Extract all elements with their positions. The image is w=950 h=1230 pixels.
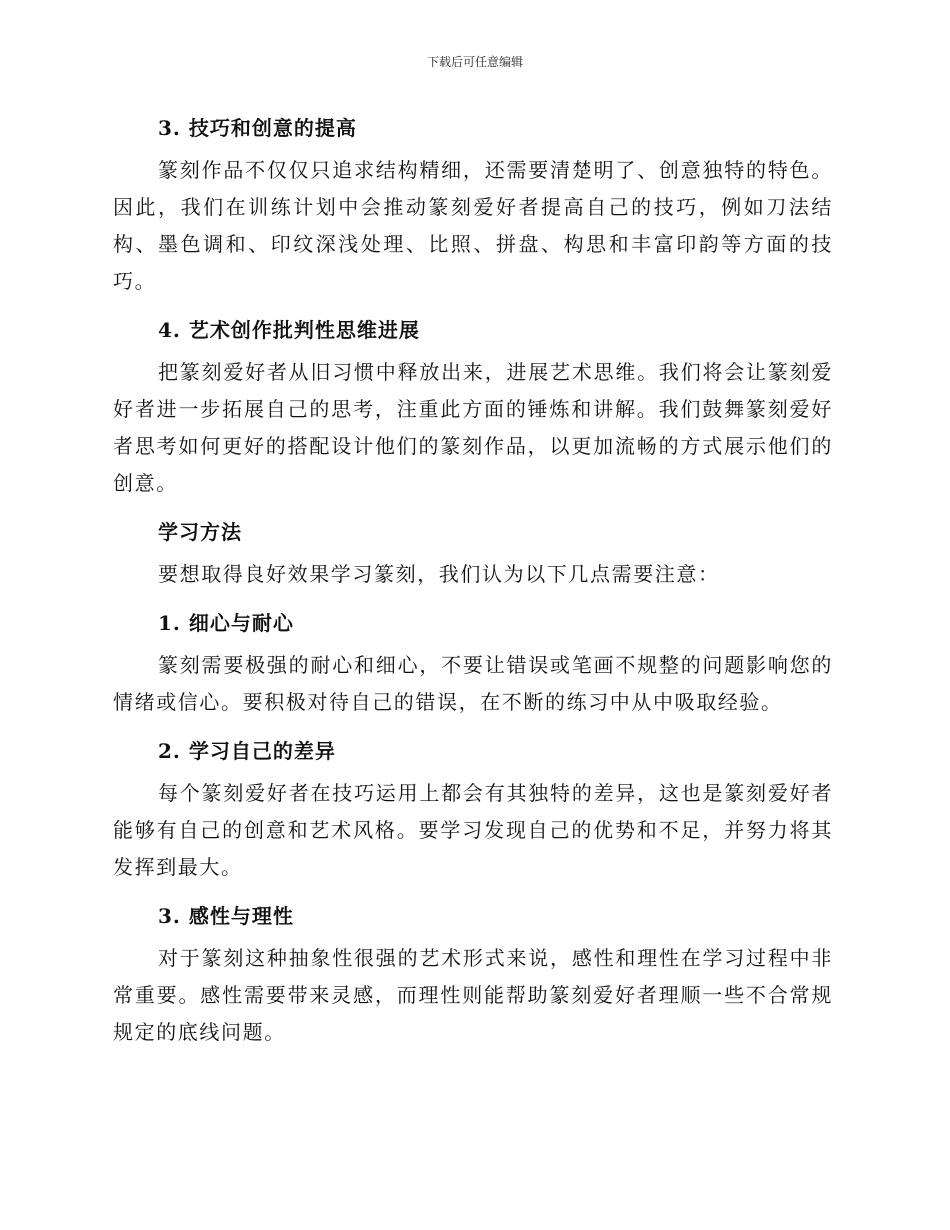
- section-heading-sensibility-rationality: 3. 感性与理性: [158, 904, 294, 928]
- section-heading-critical-thinking: 4. 艺术创作批判性思维进展: [158, 318, 420, 342]
- section-paragraph-sensibility-rationality: 对于篆刻这种抽象性很强的艺术形式来说，感性和理性在学习过程中非常重要。感性需要带来灵感，而理性则能帮助篆刻爱好者理顺一些不合常规规定的底线问题。: [113, 946, 833, 1044]
- section-heading-learning-methods: 学习方法: [158, 520, 242, 544]
- section-paragraph-skills-creativity: 篆刻作品不仅仅只追求结构精细，还需要清楚明了、创意独特的特色。因此，我们在训练计划中会推动篆刻爱好者提高自己的技巧，例如刀法结构、墨色调和、印纹深浅处理、比照、拼盘、构思和丰富印韵等方面的技巧。: [113, 158, 833, 293]
- section-heading-differences: 2. 学习自己的差异: [158, 739, 336, 763]
- section-paragraph-learning-methods: 要想取得良好效果学习篆刻，我们认为以下几点需要注意：: [158, 562, 720, 586]
- section-paragraph-patience: 篆刻需要极强的耐心和细心，不要让错误或笔画不规整的问题影响您的情绪或信心。要积极对待自己的错误，在不断的练习中从中吸取经验。: [113, 653, 833, 714]
- section-heading-skills-creativity: 3. 技巧和创意的提高: [158, 116, 357, 140]
- section-paragraph-critical-thinking: 把篆刻爱好者从旧习惯中释放出来，进展艺术思维。我们将会让篆刻爱好者进一步拓展自己的思考，注重此方面的锤炼和讲解。我们鼓舞篆刻爱好者思考如何更好的搭配设计他们的篆刻作品，以更加流畅的方式展示他们的创意。: [113, 360, 833, 495]
- page-header: 下载后可任意编辑: [426, 55, 523, 69]
- document-body: [113, 108, 833, 1051]
- section-paragraph-differences: 每个篆刻爱好者在技巧运用上都会有其独特的差异，这也是篆刻爱好者能够有自己的创意和艺术风格。要学习发现自己的优势和不足，并努力将其发挥到最大。: [113, 781, 833, 879]
- section-heading-patience: 1. 细心与耐心: [158, 611, 294, 635]
